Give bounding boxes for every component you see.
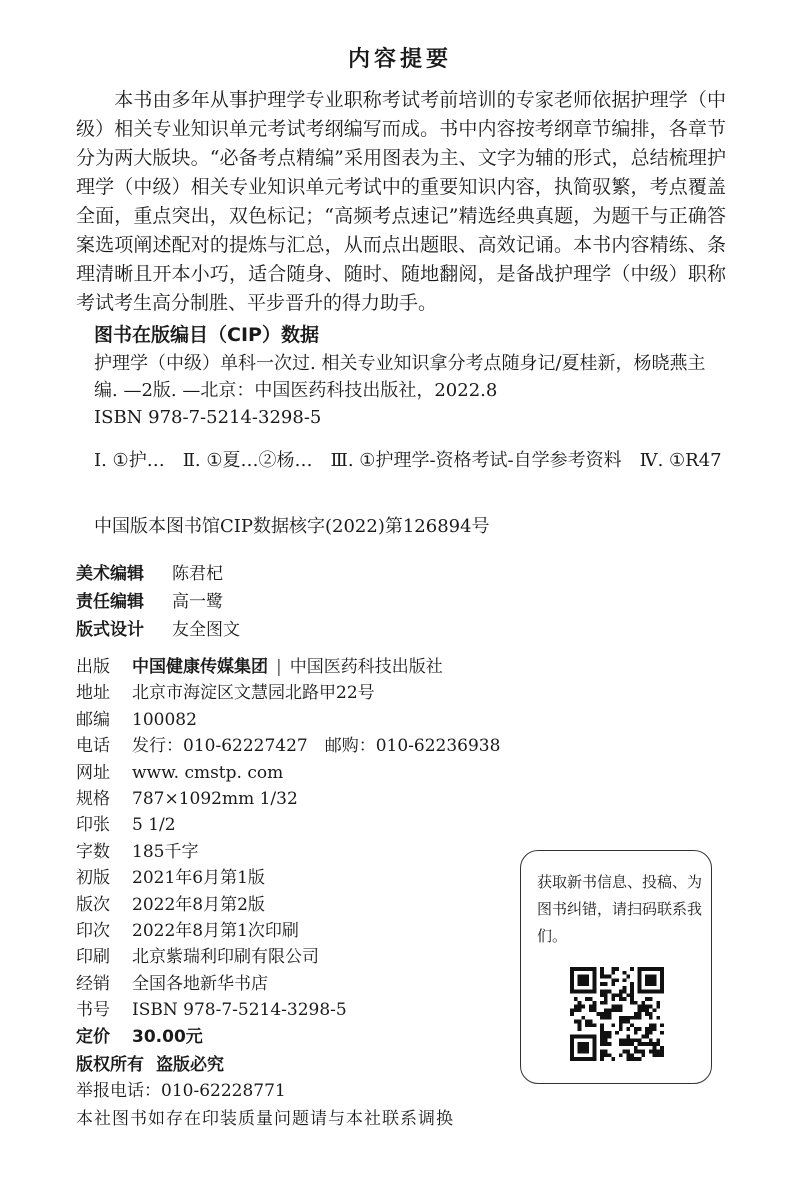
info-label: 邮编 [76,709,110,730]
rights-block [76,1052,286,1104]
editor-name: 友全图文 [172,620,240,640]
separator: | [276,657,282,677]
info-value: 北京紫瑞利印刷有限公司 [132,947,319,968]
info-row [76,865,500,891]
info-value: 北京市海淀区文慧园北路甲22号 [132,683,375,704]
copyright-text: 版权所有 [76,1055,144,1075]
info-value: 5 1/2 [132,815,176,836]
info-label: 网址 [76,762,110,783]
info-value: 100082 [132,709,197,730]
piracy-text: 盗版必究 [156,1055,224,1075]
cip-isbn: ISBN 978-7-5214-3298-5 [94,407,322,428]
info-row [76,733,500,759]
price-row [76,1024,500,1050]
info-row [76,786,500,812]
info-label: 出版 [76,657,110,677]
info-row [76,971,500,997]
info-label: 规格 [76,789,110,810]
qr-caption: 获取新书信息、投稿、为图书纠错，请扫码联系我们。 [537,873,703,945]
publication-info [76,654,500,1050]
editor-row [76,560,240,588]
info-row [76,944,500,970]
editor-name: 陈君杞 [172,564,223,584]
cip-heading: 图书在版编目（CIP）数据 [94,324,319,346]
info-row [76,918,500,944]
editor-role: 责任编辑 [76,592,144,612]
info-label: 印张 [76,815,110,836]
info-row [76,997,500,1023]
qr-code-icon[interactable] [570,967,664,1061]
info-label: 字数 [76,841,110,862]
info-row [76,707,500,733]
info-row [76,680,500,706]
publisher-row [76,654,500,680]
info-label: 书号 [76,1000,110,1021]
info-label: 版次 [76,894,110,915]
info-value: 全国各地新华书店 [132,973,268,994]
editor-row [76,588,240,616]
publisher-name: 中国医药科技出版社 [289,657,443,677]
info-label: 地址 [76,683,110,704]
publisher-group: 中国健康传媒集团 [132,657,268,677]
info-value: 发行：010-62227427 邮购：010-62236938 [132,736,501,757]
info-row [76,812,500,838]
info-value: 185千字 [132,841,199,862]
qr-contact-box [520,850,712,1084]
footnote: 本社图书如存在印装质量问题请与本社联系调换 [76,1109,454,1129]
cip-number: 中国版本图书馆CIP数据核字(2022)第126894号 [94,516,490,537]
info-value: 2021年6月第1版 [132,868,265,889]
summary-paragraph: 本书由多年从事护理学专业职称考试考前培训的专家老师依据护理学（中级）相关专业知识单元考试考纲编写而成。书中内容按考纲章节编排，各章节分为两大版块。“必备考点精编”采用图表为主、文字为辅的形式，总结梳理护理学（中级）相关专业知识单元考试中的重要知识内容，执简驭繁，考点覆盖全面，重点突出，双色标记；“高频考点速记”精选经典真题，为题干与正确答案选项阐述配对的提炼与汇总，从而点出题眼、高效记诵。本书内容精练、条理清晰且开本小巧，适合随身、随时、随地翻阅，是备战护理学（中级）职称考试考生高分制胜、平步晋升的得力助手。 [76,89,726,314]
info-value: www. cmstp. com [132,762,284,783]
info-label: 印刷 [76,947,110,968]
editor-name: 高一鹭 [172,592,223,612]
info-label: 印次 [76,921,110,942]
info-value: 2022年8月第1次印刷 [132,921,299,942]
price-value: 30.00元 [132,1026,203,1047]
publication-rows [76,680,500,1023]
info-value: 2022年8月第2版 [132,894,265,915]
info-value: 787×1092mm 1/32 [132,789,298,810]
info-label: 定价 [76,1026,110,1047]
info-row [76,760,500,786]
editor-role: 美术编辑 [76,564,144,584]
copyright-row [76,1052,286,1078]
report-phone: 举报电话：010-62228771 [76,1081,286,1101]
info-row [76,892,500,918]
cip-classification: Ⅰ. ①护… Ⅱ. ①夏…②杨… Ⅲ. ①护理学-资格考试-自学参考资料 Ⅳ. ①R47 [94,450,722,471]
editor-row [76,616,240,644]
info-row [76,839,500,865]
cip-record: 护理学（中级）单科一次过. 相关专业知识拿分考点随身记/夏桂新，杨晓燕主编. —2版. —北京：中国医药科技出版社，2022.8 [94,353,706,401]
info-label: 经销 [76,973,110,994]
editor-role: 版式设计 [76,620,144,640]
editor-credits [76,560,240,644]
info-value [132,654,443,680]
info-label: 初版 [76,868,110,889]
info-value: ISBN 978-7-5214-3298-5 [132,1000,347,1021]
info-label: 电话 [76,736,110,757]
page-title: 内容提要 [347,47,452,72]
